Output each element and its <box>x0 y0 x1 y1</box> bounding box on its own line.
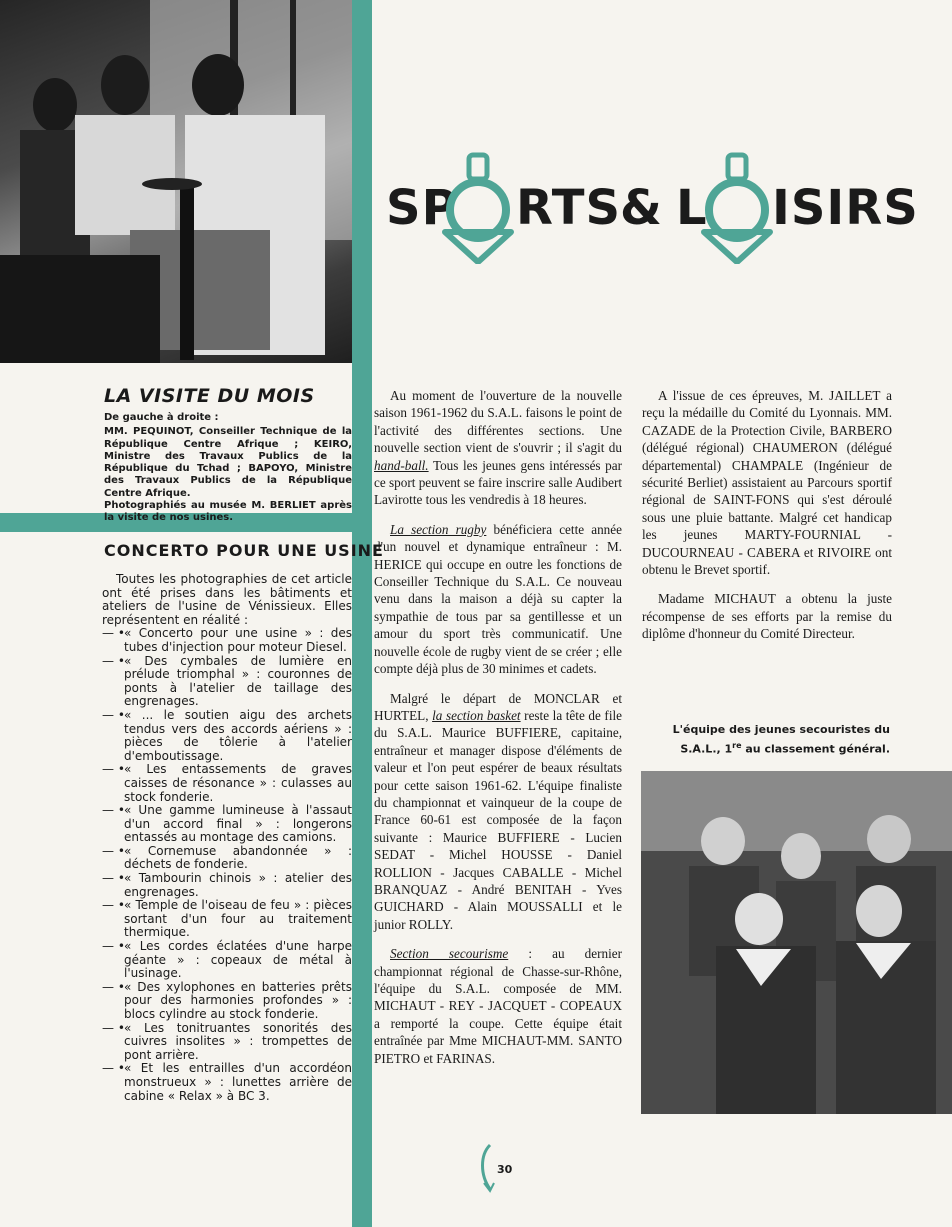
team-photo-caption <box>660 722 890 758</box>
visite-note: Photographiés au musée M. BERLIET après la visite de nos usines. <box>104 500 352 524</box>
paragraph-michaut: Madame MICHAUT a obtenu la juste récompense de ses efforts par la remise du diplôme d'honneur du Comité Directeur. <box>642 591 892 642</box>
rugby-emphasis: La section rugby <box>390 521 487 537</box>
page-number: 30 <box>497 1163 513 1176</box>
handball-emphasis: hand-ball. <box>374 457 429 473</box>
list-item: — • « Cornemuse abandonnée » : déchets de fonderie. <box>102 845 352 872</box>
visit-photo <box>0 0 352 363</box>
paragraph-basket <box>374 690 622 934</box>
paragraph-handball <box>374 387 622 509</box>
visite-lead: De gauche à droite : <box>104 412 219 423</box>
list-item: — • « Et les entrailles d'un accordéon monstrueux » : lunettes arrière de cabine « Relax » à BC 3. <box>102 1062 352 1103</box>
title-rts: RTS <box>516 180 622 236</box>
paragraph-secourisme <box>374 945 622 1067</box>
list-item: — • « Des xylophones en batteries prêts pour des harmonies profondes » : blocs cylindre au stock fonderie. <box>102 981 352 1022</box>
paragraph-epreuves: A l'issue de ces épreuves, M. JAILLET a reçu la médaille du Comité du Lyonnais. MM. CAZADE de la Protection Civile, BARBERO (délégué régional) CHAUMERON (délégué départemental) CHAMPALE (Ingénieur de sécurité Berliet) assistaient au Parcours sportif régional de SAINT-FONS qui s'est déroulé sous une pluie battante. Malgré cet handicap les jeunes MARTY-FOURNIAL - DUCOURNEAU - CABERA et RIVOIRE ont obtenu le Brevet sportif. <box>642 388 892 578</box>
title-sp: SP <box>386 180 458 236</box>
caption-line-1: L'équipe des jeunes secouristes du <box>672 723 890 736</box>
visite-caption <box>104 412 352 525</box>
anchor-o-icon <box>441 152 515 264</box>
text-run: reste la tête de file du S.A.L. Maurice BUFFIERE, capitaine, entraîneur et manager dispose d'éléments de valeur et l'on peut espérer de beaux résultats pour cette saison 1961-62. L'équipe finaliste du championnat et vainqueur de la coupe de France 60-61 est composée de la façon suivante : Maurice BUFFIERE - Lucien SEDAT - Michel HOUSSE - Daniel ROLLION - Jacques CABALLE - Michel BRANQUAZ - André BENITAH - Yves GUICHARD - Alain MOUSSALLI et le junior ROLLY. <box>374 707 622 932</box>
article-column-right <box>642 387 892 655</box>
text-run: : au dernier championnat régional de Chasse-sur-Rhône, l'équipe du S.A.L. composée de MM. MICHAUT - REY - JACQUET - COPEAUX a remporté la coupe. Cette équipe était entraînée par Mme MICHAUT-MM. SANTO PIETRO et FARINAS. <box>374 946 622 1066</box>
list-item: — • « Temple de l'oiseau de feu » : pièces sortant d'un four au traitement thermique. <box>102 899 352 940</box>
text-run: Malgré le départ de MONCLAR et HURTEL, <box>374 690 622 723</box>
list-item: — • « Les tonitruantes sonorités des cuivres insolites » : trompettes de pont arrière. <box>102 1022 352 1063</box>
page-ornament-icon <box>478 1143 498 1193</box>
team-photo <box>641 771 952 1114</box>
accent-vertical-bar <box>352 0 372 1227</box>
basket-emphasis: la section basket <box>432 707 521 723</box>
concerto-heading: CONCERTO POUR UNE USINE <box>104 541 384 560</box>
text-run: bénéficiera cette année d'un nouvel et dynamique entraîneur : M. HERICE qui occupe en outre les fonctions de Conseiller Technique du S.A.L. Ce nouveau venu dans la maison a déjà su capter la sympathie de tous par sa gentillesse et un amour du sport très communicatif. Une nouvelle école de rugby vient de se créer ; elle compte déjà plus de 30 minimes et cadets. <box>374 521 622 677</box>
article-column-middle <box>374 387 622 1079</box>
list-item: — • « Une gamme lumineuse à l'assaut d'un accord final » : longerons entassés au montage des camions. <box>102 804 352 845</box>
caption-line-2 <box>660 738 890 758</box>
ordinal-suffix: re <box>732 741 742 750</box>
text-run: S.A.L., 1 <box>680 742 733 756</box>
paragraph-rugby <box>374 521 622 678</box>
list-item: — • « Les cordes éclatées d'une harpe géante » : copeaux de métal à l'usinage. <box>102 940 352 981</box>
visite-names: MM. PEQUINOT, Conseiller Technique de la République Centre Afrique ; KEIRO, Ministre des Travaux Publics de la République du Tchad ; BAPOYO, Ministre des Travaux Publics de la République Centre Afrique. <box>104 426 352 499</box>
list-item: — • « ... le soutien aigu des archets tendus vers des accords aériens » : pièces de tôlerie à l'atelier d'emboutissage. <box>102 709 352 763</box>
list-item: — • « Tambourin chinois » : atelier des engrenages. <box>102 872 352 899</box>
title-ampersand: & <box>620 180 663 236</box>
list-item: — • « Concerto pour une usine » : des tubes d'injection pour moteur Diesel. <box>102 627 352 654</box>
concerto-intro: Toutes les photographies de cet article ont été prises dans les bâtiments et ateliers de l'usine de Vénissieux. Elles représentent en réalité : <box>102 572 352 627</box>
text-run: Tous les jeunes gens intéressés par ce sport peuvent se faire inscrire salle Audibert Lavirotte tous les vendredis à 18 heures. <box>374 457 622 508</box>
concerto-list <box>102 627 352 1103</box>
text-run: Au moment de l'ouverture de la nouvelle saison 1961-1962 du S.A.L. faisons le point de l'activité des différentes sections. Une nouvelle section vient de s'ouvrir ; il s'agit du <box>374 388 622 456</box>
text-run: au classement général. <box>741 742 890 756</box>
visite-heading: LA VISITE DU MOIS <box>104 385 315 407</box>
list-item: — • « Les entassements de graves caisses de résonance » : culasses au stock fonderie. <box>102 763 352 804</box>
concerto-article <box>102 573 352 1103</box>
secourisme-emphasis: Section secourisme <box>390 946 509 962</box>
title-isirs: ISIRS <box>772 180 919 236</box>
list-item: — • « Des cymbales de lumière en prélude triomphal » : couronnes de ponts à l'atelier de taillage des engrenages. <box>102 655 352 709</box>
title-l: L <box>676 180 708 236</box>
anchor-o-icon <box>700 152 774 264</box>
